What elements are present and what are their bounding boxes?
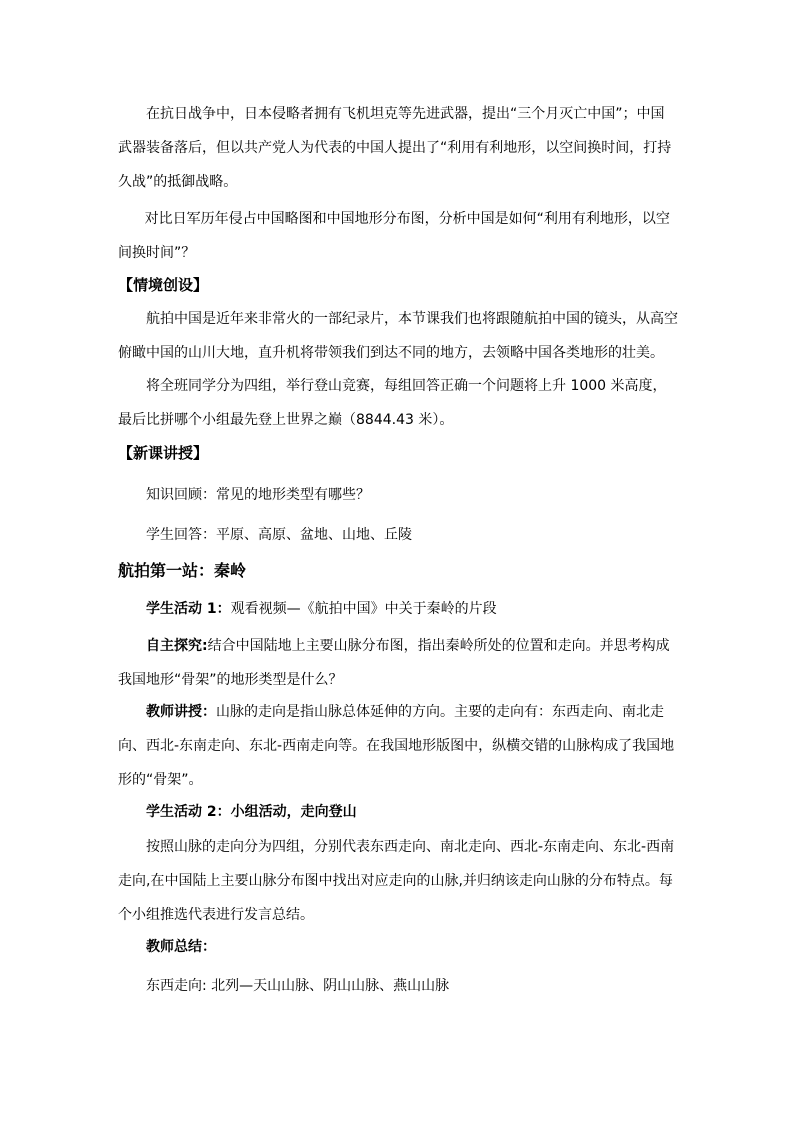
lecture-text: 山脉的走向是指山脉总体延伸的方向。主要的走向有：东西走向、南北走向、西北-东南走向、东北-西南走向等。在我国地形版图中，纵横交错的山脉构成了我国地形的“骨架”。	[118, 704, 675, 788]
self-exploration	[118, 629, 678, 697]
heading-station-one: 航拍第一站：秦岭	[118, 561, 247, 580]
teacher-summary-label: 教师总结：	[146, 939, 216, 955]
knowledge-review: 知识回顾：常见的地形类型有哪些？	[146, 487, 370, 503]
paragraph-aerial-china: 航拍中国是近年来非常火的一部纪录片，本节课我们也将跟随航拍中国的镜头，从高空俯瞰中国的山川大地，直升机将带领我们到达不同的地方，去领略中国各类地形的壮美。	[118, 311, 678, 361]
teacher-lecture	[118, 695, 678, 797]
student-activity-2: 学生活动 2：小组活动，走向登山	[146, 804, 357, 820]
paragraph-war-context: 在抗日战争中，日本侵略者拥有飞机坦克等先进武器，提出“三个月灭亡中国”；中国武器装备落后，但以共产党人为代表的中国人提出了“利用有利地形，以空间换时间，打持久战”的抵御战略。	[118, 106, 672, 190]
activity-1-label: 学生活动 1：	[146, 601, 231, 617]
paragraph-compare-question: 对比日军历年侵占中国略图和中国地形分布图，分析中国是如何“利用有利地形，以空间换时间”？	[118, 211, 670, 261]
heading-new-lesson: 【新课讲授】	[118, 444, 209, 462]
student-answer: 学生回答：平原、高原、盆地、山地、丘陵	[146, 527, 412, 543]
exploration-label: 自主探究:	[146, 638, 208, 654]
activity-1-text: 观看视频—《航拍中国》中关于秦岭的片段	[230, 601, 497, 617]
paragraph-climbing-contest: 将全班同学分为四组，举行登山竞赛，每组回答正确一个问题将上升 1000 米高度，最后比拼哪个小组最先登上世界之巅（8844.43 米）。	[118, 378, 667, 428]
lecture-label: 教师讲授：	[146, 704, 216, 720]
student-activity-1	[146, 592, 497, 626]
exploration-text: 结合中国陆地上主要山脉分布图，指出秦岭所处的位置和走向。并思考构成我国地形“骨架”的地形类型是什么？	[118, 638, 670, 688]
east-west-ranges: 东西走向: 北列—天山山脉、阴山山脉、燕山山脉	[146, 978, 450, 994]
heading-scenario: 【情境创设】	[118, 276, 209, 294]
paragraph-group-task: 按照山脉的走向分为四组，分别代表东西走向、南北走向、西北-东南走向、东北-西南走向,在中国陆上主要山脉分布图中找出对应走向的山脉,并归纳该走向山脉的分布特点。每个小组推选代表进行发言总结。	[118, 839, 675, 923]
